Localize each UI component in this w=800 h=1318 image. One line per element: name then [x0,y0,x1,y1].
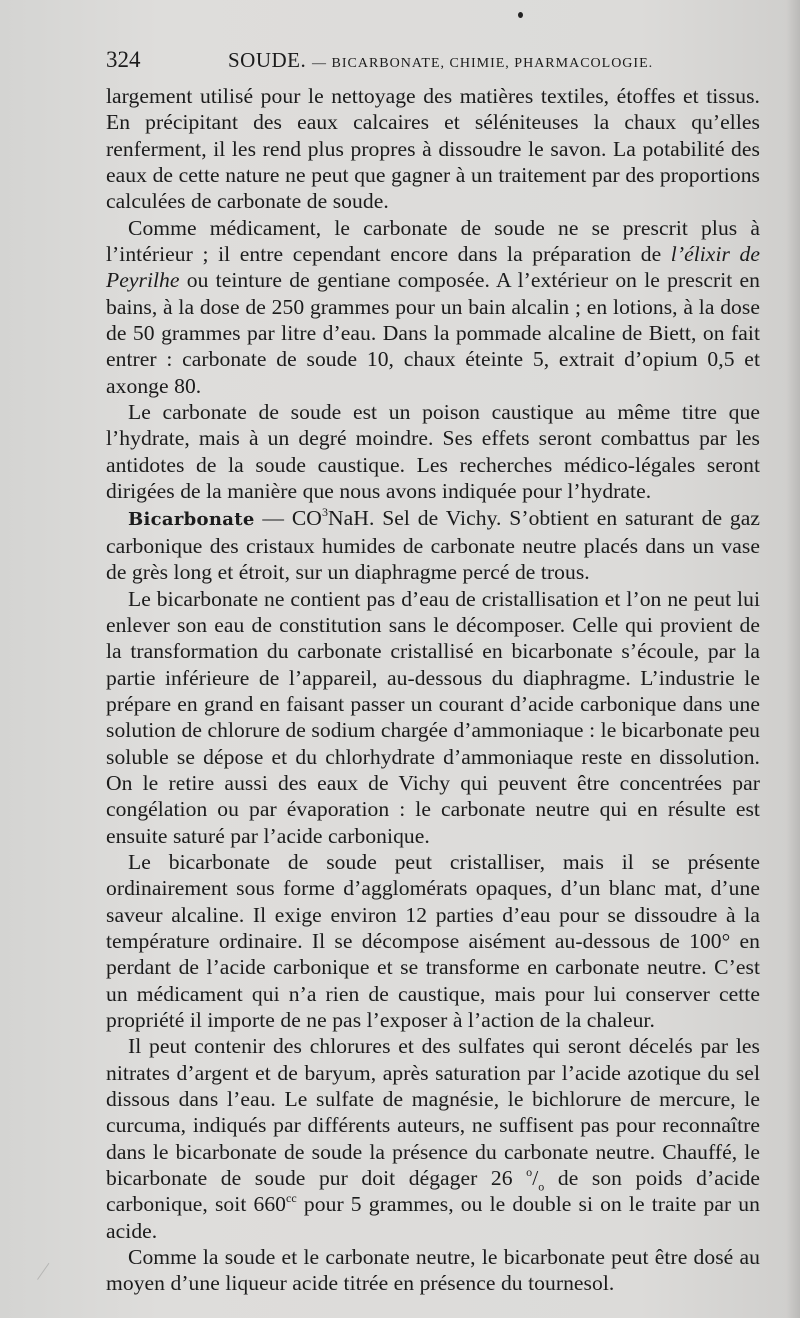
running-header [106,47,766,77]
formula-superscript: 3 [321,504,329,519]
page-mark [37,1263,74,1297]
percent-sign-top: o [526,1165,533,1180]
running-title-sub: — BICARBONATE, CHIMIE, PHARMACOLOGIE. [312,56,654,71]
paragraph-6: Le bicarbonate de soude peut cristalliser, mais il se présente ordinairement sous forme d’agglomérats opaques, d’un blanc mat, d’une saveur alcaline. Il exige environ 12 parties d’eau pour se dissoudre à la température ordinaire. Il se décompose aisément au-dessous de 100° en perdant de l’acide carbonique et se transforme en carbonate neutre. C’est un médicament qui n’a rien de caustique, mais pour lui conserver cette propriété il importe de ne pas l’exposer à l’action de la chaleur. [106,849,760,1033]
paragraph-2 [106,215,760,399]
running-title [228,48,653,73]
section-term-bicarbonate: Bicarbonate [128,508,255,530]
percent-sign-slash: / [532,1166,539,1191]
paragraph-7-part-c: pour 5 grammes, ou le double si on le traite par un acide. [106,1192,760,1243]
page-edge-shadow [786,0,800,1318]
formula-part-b: NaH. [328,505,375,530]
paragraph-8: Comme la soude et le carbonate neutre, le bicarbonate peut être dosé au moyen d’une liqueur acide titrée en présence du tournesol. [106,1245,760,1296]
paragraph-7 [106,1033,760,1244]
body-text [106,83,760,1297]
paragraph-1: largement utilisé pour le nettoyage des matières textiles, étoffes et tissus. En précipitant des eaux calcaires et séléniteuses la chaux qu’elles renferment, il les rend plus propres à dissoudre le savon. La potabilité des eaux de cette nature ne peut que gagner à un traitement par des proportions calculées de carbonate de soude. [106,84,760,214]
running-title-main: SOUDE. [228,48,307,72]
paragraph-7-part-a: Il peut contenir des chlorures et des sulfates qui seront décelés par les nitrates d’argent et de baryum, après saturation par l’acide azotique du sel dissous dans l’eau. Le sulfate de magnésie, le bichlorure de mercure, le curcuma, indiqués par différents auteurs, ne suffisent pas pour reconnaître dans le bicarbonate de soude la présence du carbonate neutre. Chauffé, le bicarbonate de soude pur doit dégager 26 [106,1034,760,1191]
paragraph-4-rest: Sel de Vichy. S’obtient en saturant de gaz carbonique des cristaux humides de carbonate neutre placés dans un vase de grès long et étroit, sur un diaphragme percé de trous. [106,505,761,585]
percent-sign-bottom: o [538,1179,545,1194]
cubic-centimeter-unit: cc [286,1191,297,1206]
paragraph-4 [106,505,760,586]
paragraph-7-part-b: de son poids d’acide carbonique, soit 660 [106,1166,760,1217]
elixir-title: l’élixir de Peyrilhe [106,242,760,293]
paragraph-2-part-b: ou teinture de gentiane composée. A l’extérieur on le prescrit en bains, à la dose de 250 grammes pour un bain alcalin ; en lotions, à la dose de 50 grammes par litre d’eau. Dans la pommade alcaline de Biett, on fait entrer : carbonate de soude 10, chaux éteinte 5, extrait d’opium 0,5 et axonge 80. [106,268,760,398]
paragraph-3: Le carbonate de soude est un poison caustique au même titre que l’hydrate, mais à un degré moindre. Ses effets seront combattus par les antidotes de la soude caustique. Les recherches médico-légales seront dirigées de la manière que nous avons indiquée pour l’hydrate. [106,400,760,504]
ink-speck [518,12,523,18]
paragraph-5: Le bicarbonate ne contient pas d’eau de cristallisation et l’on ne peut lui enlever son eau de constitution sans le décomposer. Celle qui provient de la transformation du carbonate cristallisé en bicarbonate s’écoule, par la partie inférieure de l’appareil, au-dessous du diaphragme. L’industrie le prépare en grand en faisant passer un courant d’acide carbonique dans une solution de chlorure de sodium chargée d’ammoniaque : le bicarbonate peu soluble se dépose et du chlorhydrate d’ammoniaque reste en dissolution. On le retire aussi des eaux de Vichy qui peuvent être concentrées par congélation ou par évaporation : le carbonate neutre qui en résulte est ensuite saturé par l’acide carbonique. [106,586,760,848]
page-number: 324 [106,47,141,72]
formula-part-a: — CO [254,505,322,530]
paragraph-2-part-a: Comme médicament, le carbonate de soude ne se prescrit plus à l’intérieur ; il entre cependant encore dans la préparation de [106,215,760,267]
